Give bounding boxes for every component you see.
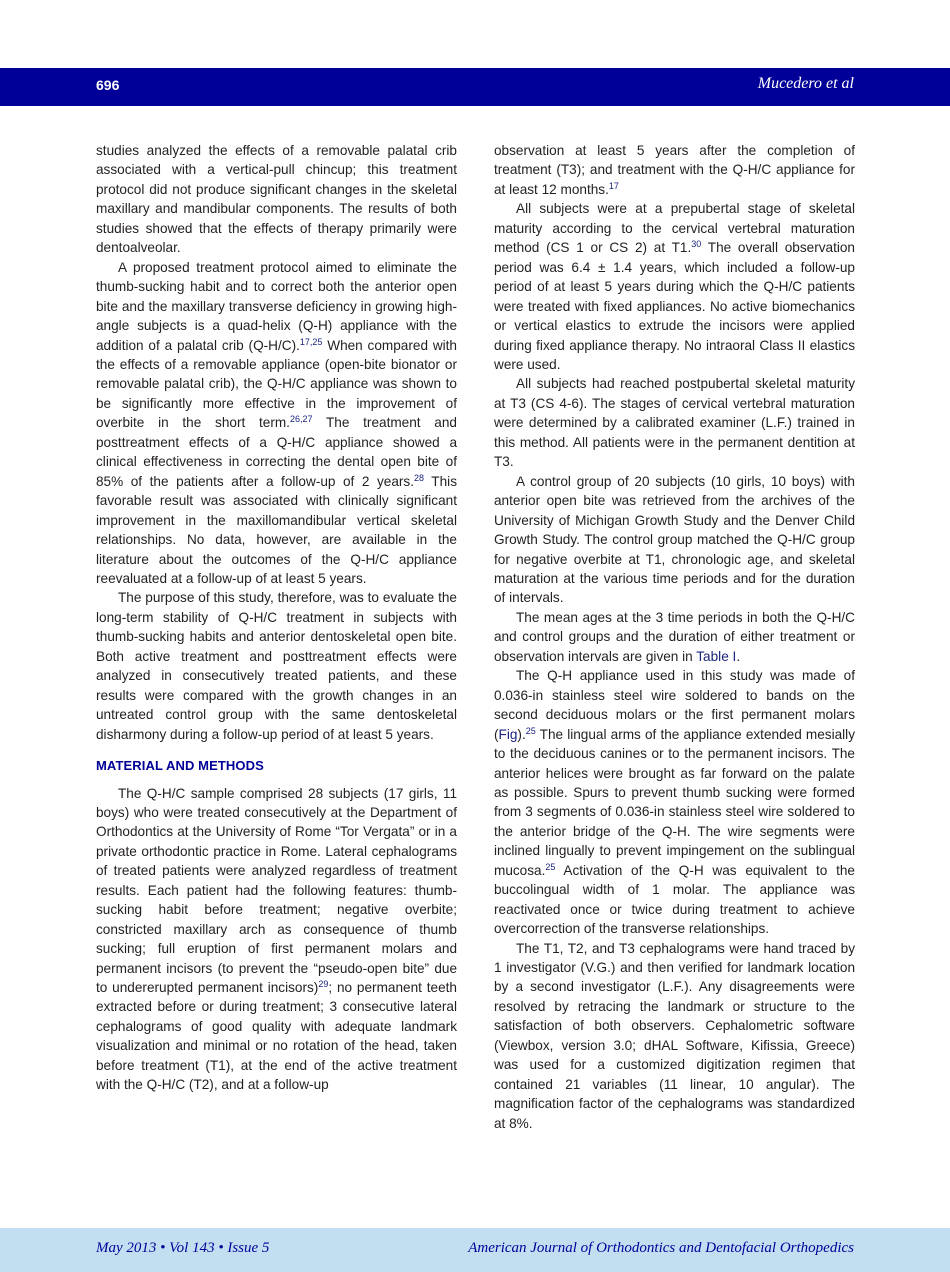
paragraph-text: ). xyxy=(517,726,526,742)
left-column xyxy=(96,141,457,1095)
paragraph: A control group of 20 subjects (10 girls, 10 boys) with anterior open bite was retrieved from the archives of the University of Michigan Growth Study and the Denver Child Growth Study. The control group matched the Q-H/C group for negative overbite at T1, chronologic age, and skeletal maturation at the various time periods and for the duration of intervals. xyxy=(494,473,855,606)
paragraph xyxy=(494,608,855,666)
citation-link[interactable]: 17,25 xyxy=(299,336,323,347)
paragraph-text: observation at least 5 years after the completion of treatment (T3); and treatment with the Q-H/C appliance for at least 12 months. xyxy=(494,143,855,197)
paragraph xyxy=(96,258,457,589)
citation-link[interactable]: 25 xyxy=(545,861,556,872)
running-head-authors: Mucedero et al xyxy=(757,75,854,92)
citation-link[interactable]: 26,27 xyxy=(289,414,313,425)
paragraph: All subjects had reached postpubertal skeletal maturity at T3 (CS 4-6). The stages of cervical vertebral maturation were determined by a calibrated examiner (L.F.) trained in this method. All patients were in the permanent dentition at T3. xyxy=(494,376,855,470)
running-footer-band xyxy=(0,1228,950,1272)
citation-link[interactable]: 25 xyxy=(525,725,536,736)
paragraph-text: ; no permanent teeth extracted before or during treatment; 3 consecutive lateral cephalograms of good quality with adequate landmark visualization and minimal or no rotation of the head, taken before treatment (T1), at the end of the active treatment with the Q-H/C (T2), and at a follow-up xyxy=(96,980,457,1093)
citation-link[interactable]: 28 xyxy=(414,472,425,483)
paragraph-text: When compared with the effects of a removable appliance (open-bite bionator or removable palatal crib), the Q-H/C appliance was shown to be significantly more effective in the improvement of overbite in the short term. xyxy=(96,337,457,431)
citation-link[interactable]: 30 xyxy=(691,239,702,250)
paragraph: The T1, T2, and T3 cephalograms were hand traced by 1 investigator (V.G.) and then verified for landmark location by a second investigator (L.F.). Any disagreements were resolved by retracing the landmark or structure to the satisfaction of both observers. Cephalometric software (Viewbox, version 3.0; dHAL Software, Kifissia, Greece) was used for a customized digitization regimen that contained 21 variables (11 linear, 10 angular). The magnification factor of the cephalograms was standardized at 8%. xyxy=(494,940,855,1131)
journal-name: American Journal of Orthodontics and Dentofacial Orthopedics xyxy=(468,1240,854,1256)
paragraph-text: The Q-H appliance used in this study was made of 0.036-in stainless steel wire soldered to bands on the second deciduous molars or the first permanent molars ( xyxy=(494,668,855,742)
paragraph-text: The Q-H/C sample comprised 28 subjects (17 girls, 11 boys) who were treated consecutively at the Department of Orthodontics at the University of Rome “Tor Vergata” or in a private orthodontic practice in Rome. Lateral cephalograms of treated patients were analyzed regardless of treatment results. Each patient had the following features: thumb-sucking habit before treatment; negative overbite; constricted maxillary arch as consequence of thumb sucking; full eruption of first permanent molars and permanent incisors (to prevent the “pseudo-open bite” due to undererupted permanent incisors) xyxy=(96,785,457,996)
paragraph: The purpose of this study, therefore, was to evaluate the long-term stability of Q-H/C treatment in subjects with thumb-sucking habits and anterior dentoskeletal open bite. Both active treatment and posttreatment effects were analyzed in consecutively treated patients, and these results were compared with the growth changes in an untreated control group with the same dentoskeletal disharmony during a follow-up period of at least 5 years. xyxy=(96,590,457,742)
paragraph-text: The treatment and posttreatment effects of a Q-H/C appliance showed a clinical effectiveness in correcting the dental open bite of 85% of the patients after a follow-up of 2 years. xyxy=(96,415,457,489)
section-heading: MATERIAL AND METHODS xyxy=(96,758,264,774)
paragraph: studies analyzed the effects of a removable palatal crib associated with a vertical-pull chincup; this treatment protocol did not produce significant changes in the skeletal maxillary and mandibular components. The results of both studies showed that the effects of therapy primarily were dentoalveolar. xyxy=(96,143,457,256)
paragraph xyxy=(96,784,457,1095)
paragraph-text: All subjects were at a prepubertal stage of skeletal maturity according to the cervical vertebral maturation method (CS 1 or CS 2) at T1. xyxy=(494,201,855,256)
paragraph-text: Activation of the Q-H was equivalent to the buccolingual width of 1 molar. The appliance was reactivated once or twice during treatment to achieve overcorrection of the transverse relationships. xyxy=(494,862,855,937)
paragraph xyxy=(494,199,855,374)
paragraph xyxy=(494,141,855,199)
paragraph-text: The mean ages at the 3 time periods in both the Q-H/C and control groups and the duration of either treatment or observation intervals are given in xyxy=(494,609,855,664)
issue-info: May 2013 • Vol 143 • Issue 5 xyxy=(96,1240,270,1256)
paragraph xyxy=(494,666,855,938)
right-column xyxy=(494,141,855,1133)
table-reference-link[interactable]: Table I xyxy=(696,648,737,664)
paragraph-text: . xyxy=(736,648,741,664)
figure-reference-link[interactable]: Fig xyxy=(498,726,518,742)
paragraph-text: A proposed treatment protocol aimed to eliminate the thumb-sucking habit and to correct both the anterior open bite and the maxillary transverse deficiency in growing high-angle subjects is a quad-helix (Q-H) appliance with the addition of a palatal crib (Q-H/C). xyxy=(96,259,457,353)
paragraph-text: The overall observation period was 6.4 ± 1.4 years, which included a follow-up period of at least 5 years during which the Q-H/C patients were treated with fixed appliances. No active biomechanics or vertical elastics to extrude the incisors were applied during fixed appliance therapy. No intraoral Class II elastics were used. xyxy=(494,240,855,372)
citation-link[interactable]: 17 xyxy=(608,180,619,191)
running-header-band xyxy=(0,68,950,106)
citation-link[interactable]: 29 xyxy=(318,979,329,990)
paragraph-text: The lingual arms of the appliance extended mesially to the deciduous canines or to the permanent incisors. The anterior helices were brought as far forward on the palate as possible. Spurs to prevent thumb sucking were formed from 3 segments of 0.036-in stainless steel wire soldered to the anterior bridge of the Q-H. The wire segments were inclined lingually to prevent impingement on the sublingual mucosa. xyxy=(494,726,855,878)
page-number: 696 xyxy=(96,77,120,93)
paragraph-text: This favorable result was associated with clinically significant improvement in the maxillomandibular vertical skeletal relationships. No data, however, are available in the literature about the outcomes of the Q-H/C appliance reevaluated at a follow-up of at least 5 years. xyxy=(96,473,457,586)
